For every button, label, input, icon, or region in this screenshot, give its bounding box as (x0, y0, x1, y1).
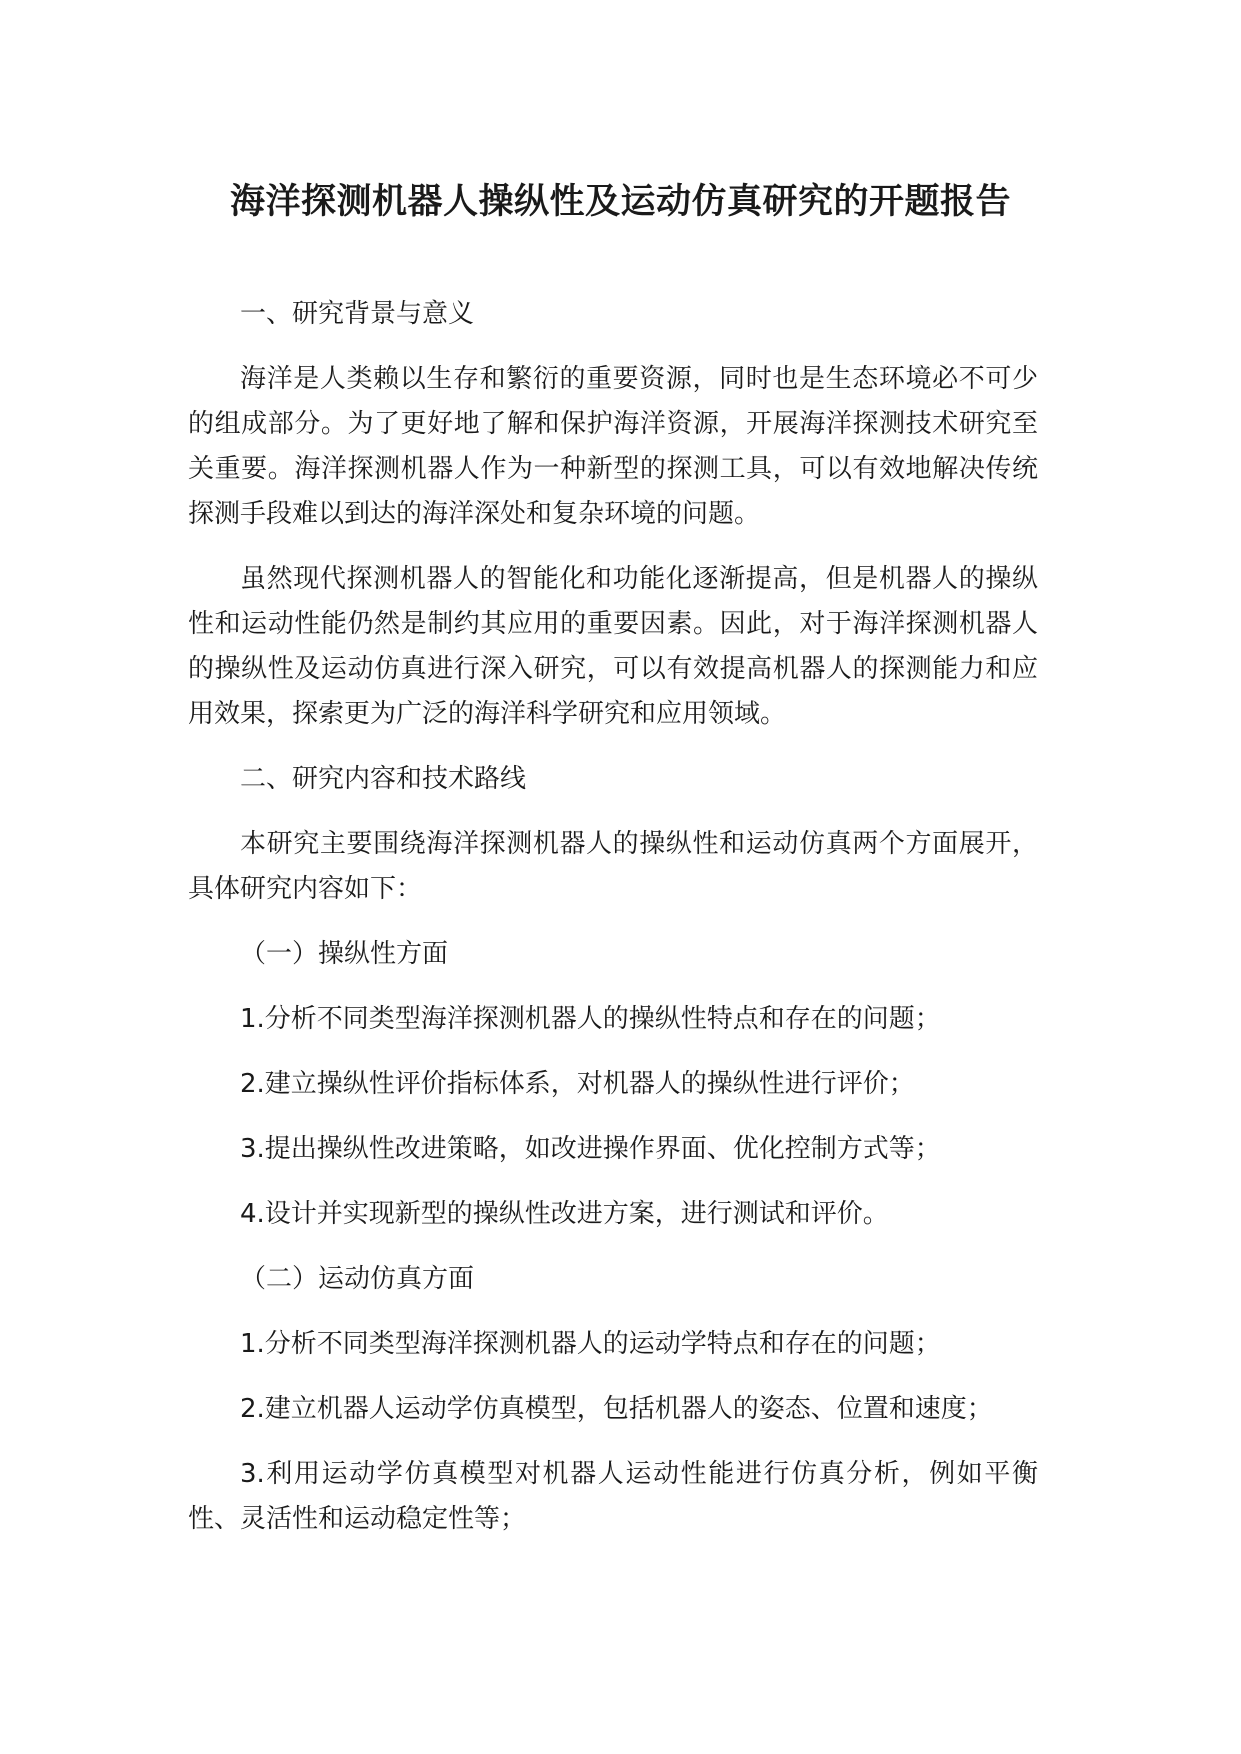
list-item: 3.提出操纵性改进策略，如改进操作界面、优化控制方式等； (240, 1134, 941, 1164)
list-item: 2.建立操纵性评价指标体系，对机器人的操纵性进行评价； (240, 1069, 915, 1099)
section-heading-content: 二、研究内容和技术路线 (240, 764, 527, 794)
list-item: 4.设计并实现新型的操纵性改进方案，进行测试和评价。 (240, 1199, 889, 1229)
document-body (188, 292, 1038, 1562)
document-title: 海洋探测机器人操纵性及运动仿真研究的开题报告 (229, 182, 1011, 222)
section-heading-background: 一、研究背景与意义 (240, 299, 475, 329)
paragraph-ocean-importance: 海洋是人类赖以生存和繁衍的重要资源，同时也是生态环境必不可少的组成部分。为了更好地了解和保护海洋资源，开展海洋探测技术研究至关重要。海洋探测机器人作为一种新型的探测工具，可以有效地解决传统探测手段难以到达的海洋深处和复杂环境的问题。 (188, 364, 1038, 529)
list-item: 1.分析不同类型海洋探测机器人的运动学特点和存在的问题； (240, 1329, 941, 1359)
list-item: 3.利用运动学仿真模型对机器人运动性能进行仿真分析，例如平衡性、灵活性和运动稳定性等； (188, 1459, 1038, 1534)
paragraph-research-overview: 本研究主要围绕海洋探测机器人的操纵性和运动仿真两个方面展开，具体研究内容如下： (188, 829, 1038, 904)
subsection-heading-simulation: （二）运动仿真方面 (240, 1264, 475, 1294)
paragraph-robot-limitations: 虽然现代探测机器人的智能化和功能化逐渐提高，但是机器人的操纵性和运动性能仍然是制约其应用的重要因素。因此，对于海洋探测机器人的操纵性及运动仿真进行深入研究，可以有效提高机器人的探测能力和应用效果，探索更为广泛的海洋科学研究和应用领域。 (188, 564, 1038, 729)
list-item: 1.分析不同类型海洋探测机器人的操纵性特点和存在的问题； (240, 1004, 941, 1034)
list-item: 2.建立机器人运动学仿真模型，包括机器人的姿态、位置和速度； (240, 1394, 993, 1424)
subsection-heading-maneuverability: （一）操纵性方面 (240, 939, 449, 969)
